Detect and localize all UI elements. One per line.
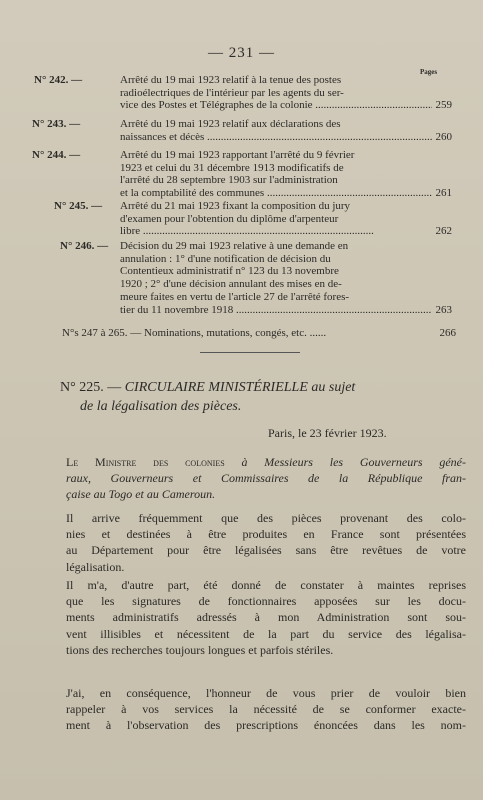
entry-page: 260 <box>435 130 452 143</box>
entry-number: N° 242. — <box>34 74 83 86</box>
paragraph-line: nies et destinées à être produites en France sont présentées <box>66 527 466 542</box>
entry-number: N° 244. — <box>32 149 81 161</box>
summary-page: 266 <box>439 327 456 339</box>
paragraph-line: que les signatures de fonctionnaires apposées sur les docu- <box>66 594 466 609</box>
toc-entry-245 <box>32 200 452 238</box>
paragraph-line: ment à l'observation des prescriptions énoncées dans les nom- <box>66 718 466 733</box>
body-paragraph-2 <box>66 577 466 658</box>
entry-line: Arrêté du 19 mai 1923 relatif aux déclarations des <box>120 118 341 130</box>
paragraph-line: Il m'a, d'autre part, été donné de constater à maintes reprises <box>66 578 466 592</box>
circular-title: CIRCULAIRE MINISTÉRIELLE au sujet <box>124 380 356 395</box>
circular-number: N° 225. — <box>60 380 122 395</box>
entry-line: Arrêté du 19 mai 1923 rapportant l'arrêté du 9 février <box>120 149 355 161</box>
entry-page: 263 <box>435 303 452 316</box>
entry-number: N° 246. — <box>60 240 109 252</box>
paragraph-line: légalisation. <box>66 559 125 574</box>
entry-line: naissances et décès ..... <box>120 131 432 144</box>
summary-text: N°s 247 à 265. — Nominations, mutations, congés, etc. ...... <box>62 327 327 339</box>
salutation-paragraph <box>66 454 466 503</box>
paragraph-line: tions des recherches toujours longues et parfois stériles. <box>66 642 334 657</box>
paragraph-line: vent illisibles et nécessitent de la part du service des légalisa- <box>66 626 466 641</box>
entry-line: annulation : 1° d'une notification de décision du <box>120 252 331 265</box>
pages-column-label: Pages <box>420 68 438 76</box>
entry-number: N° 243. — <box>32 118 81 130</box>
salutation-sender: Le Ministre des colonies <box>66 455 225 469</box>
paragraph-line: Il arrive fréquemment que des pièces provenant des colo- <box>66 511 466 525</box>
entry-line: libre ..... <box>120 225 432 238</box>
toc-entry-243 <box>32 118 452 143</box>
salutation-text: çaise au Togo et au Cameroun. <box>66 487 216 502</box>
entry-line: d'examen pour l'obtention du diplôme d'arpenteur <box>120 212 339 225</box>
body-paragraph-3 <box>66 685 466 734</box>
entry-number: N° 245. — <box>54 200 103 212</box>
entry-line: Décision du 29 mai 1923 relative à une demande en <box>120 240 349 252</box>
entry-line: vice des Postes et Télégraphes de la colonie ..... <box>120 99 432 112</box>
toc-entry-244 <box>32 149 452 200</box>
salutation-text: à Messieurs les Gouverneurs géné- <box>224 455 467 469</box>
paragraph-line: J'ai, en conséquence, l'honneur de vous prier de vouloir bien <box>66 686 466 700</box>
entry-line: Contentieux administratif n° 123 du 13 novembre <box>120 265 339 278</box>
paragraph-line: ments administratifs adressés à mon Administration sont sou- <box>66 610 466 625</box>
entry-line: tier du 11 novembre 1918 ..... <box>120 304 432 317</box>
entry-line: 1920 ; 2° d'une décision annulant des mises en de- <box>120 278 342 291</box>
paragraph-line: au Département pour être légalisées sans être revêtues de votre <box>66 543 466 558</box>
circular-heading <box>60 378 460 416</box>
circular-date: Paris, le 23 février 1923. <box>268 426 387 440</box>
entry-page: 261 <box>435 187 452 200</box>
entry-line: Arrêté du 21 mai 1923 fixant la composition du jury <box>120 200 351 212</box>
entry-line: et la comptabilité des communes ..... <box>120 187 432 200</box>
entry-line: meure faites en vertu de l'article 27 de l'arrêté fores- <box>120 290 350 303</box>
body-paragraph-1 <box>66 510 466 575</box>
toc-summary <box>62 327 456 339</box>
circular-title-continued: de la légalisation des pièces. <box>80 399 242 414</box>
toc-entry-246 <box>32 240 452 316</box>
section-divider <box>200 352 300 353</box>
toc-entry-242 <box>32 74 452 112</box>
entry-line: 1923 et celui du 31 décembre 1913 modificatifs de <box>120 161 344 174</box>
entry-line: radioélectriques de l'intérieur par les agents du ser- <box>120 86 344 99</box>
paragraph-line: rappeler à vos services la nécessité de se conformer exacte- <box>66 702 466 717</box>
page-number: — 231 — <box>208 45 275 61</box>
entry-page: 259 <box>435 99 452 112</box>
salutation-text: raux, Gouverneurs et Commissaires de la République fran- <box>66 471 466 486</box>
entry-line: Arrêté du 19 mai 1923 relatif à la tenue des postes <box>120 74 342 86</box>
entry-line: l'arrêté du 28 septembre 1903 sur l'administration <box>120 174 338 187</box>
entry-page: 262 <box>435 225 452 238</box>
